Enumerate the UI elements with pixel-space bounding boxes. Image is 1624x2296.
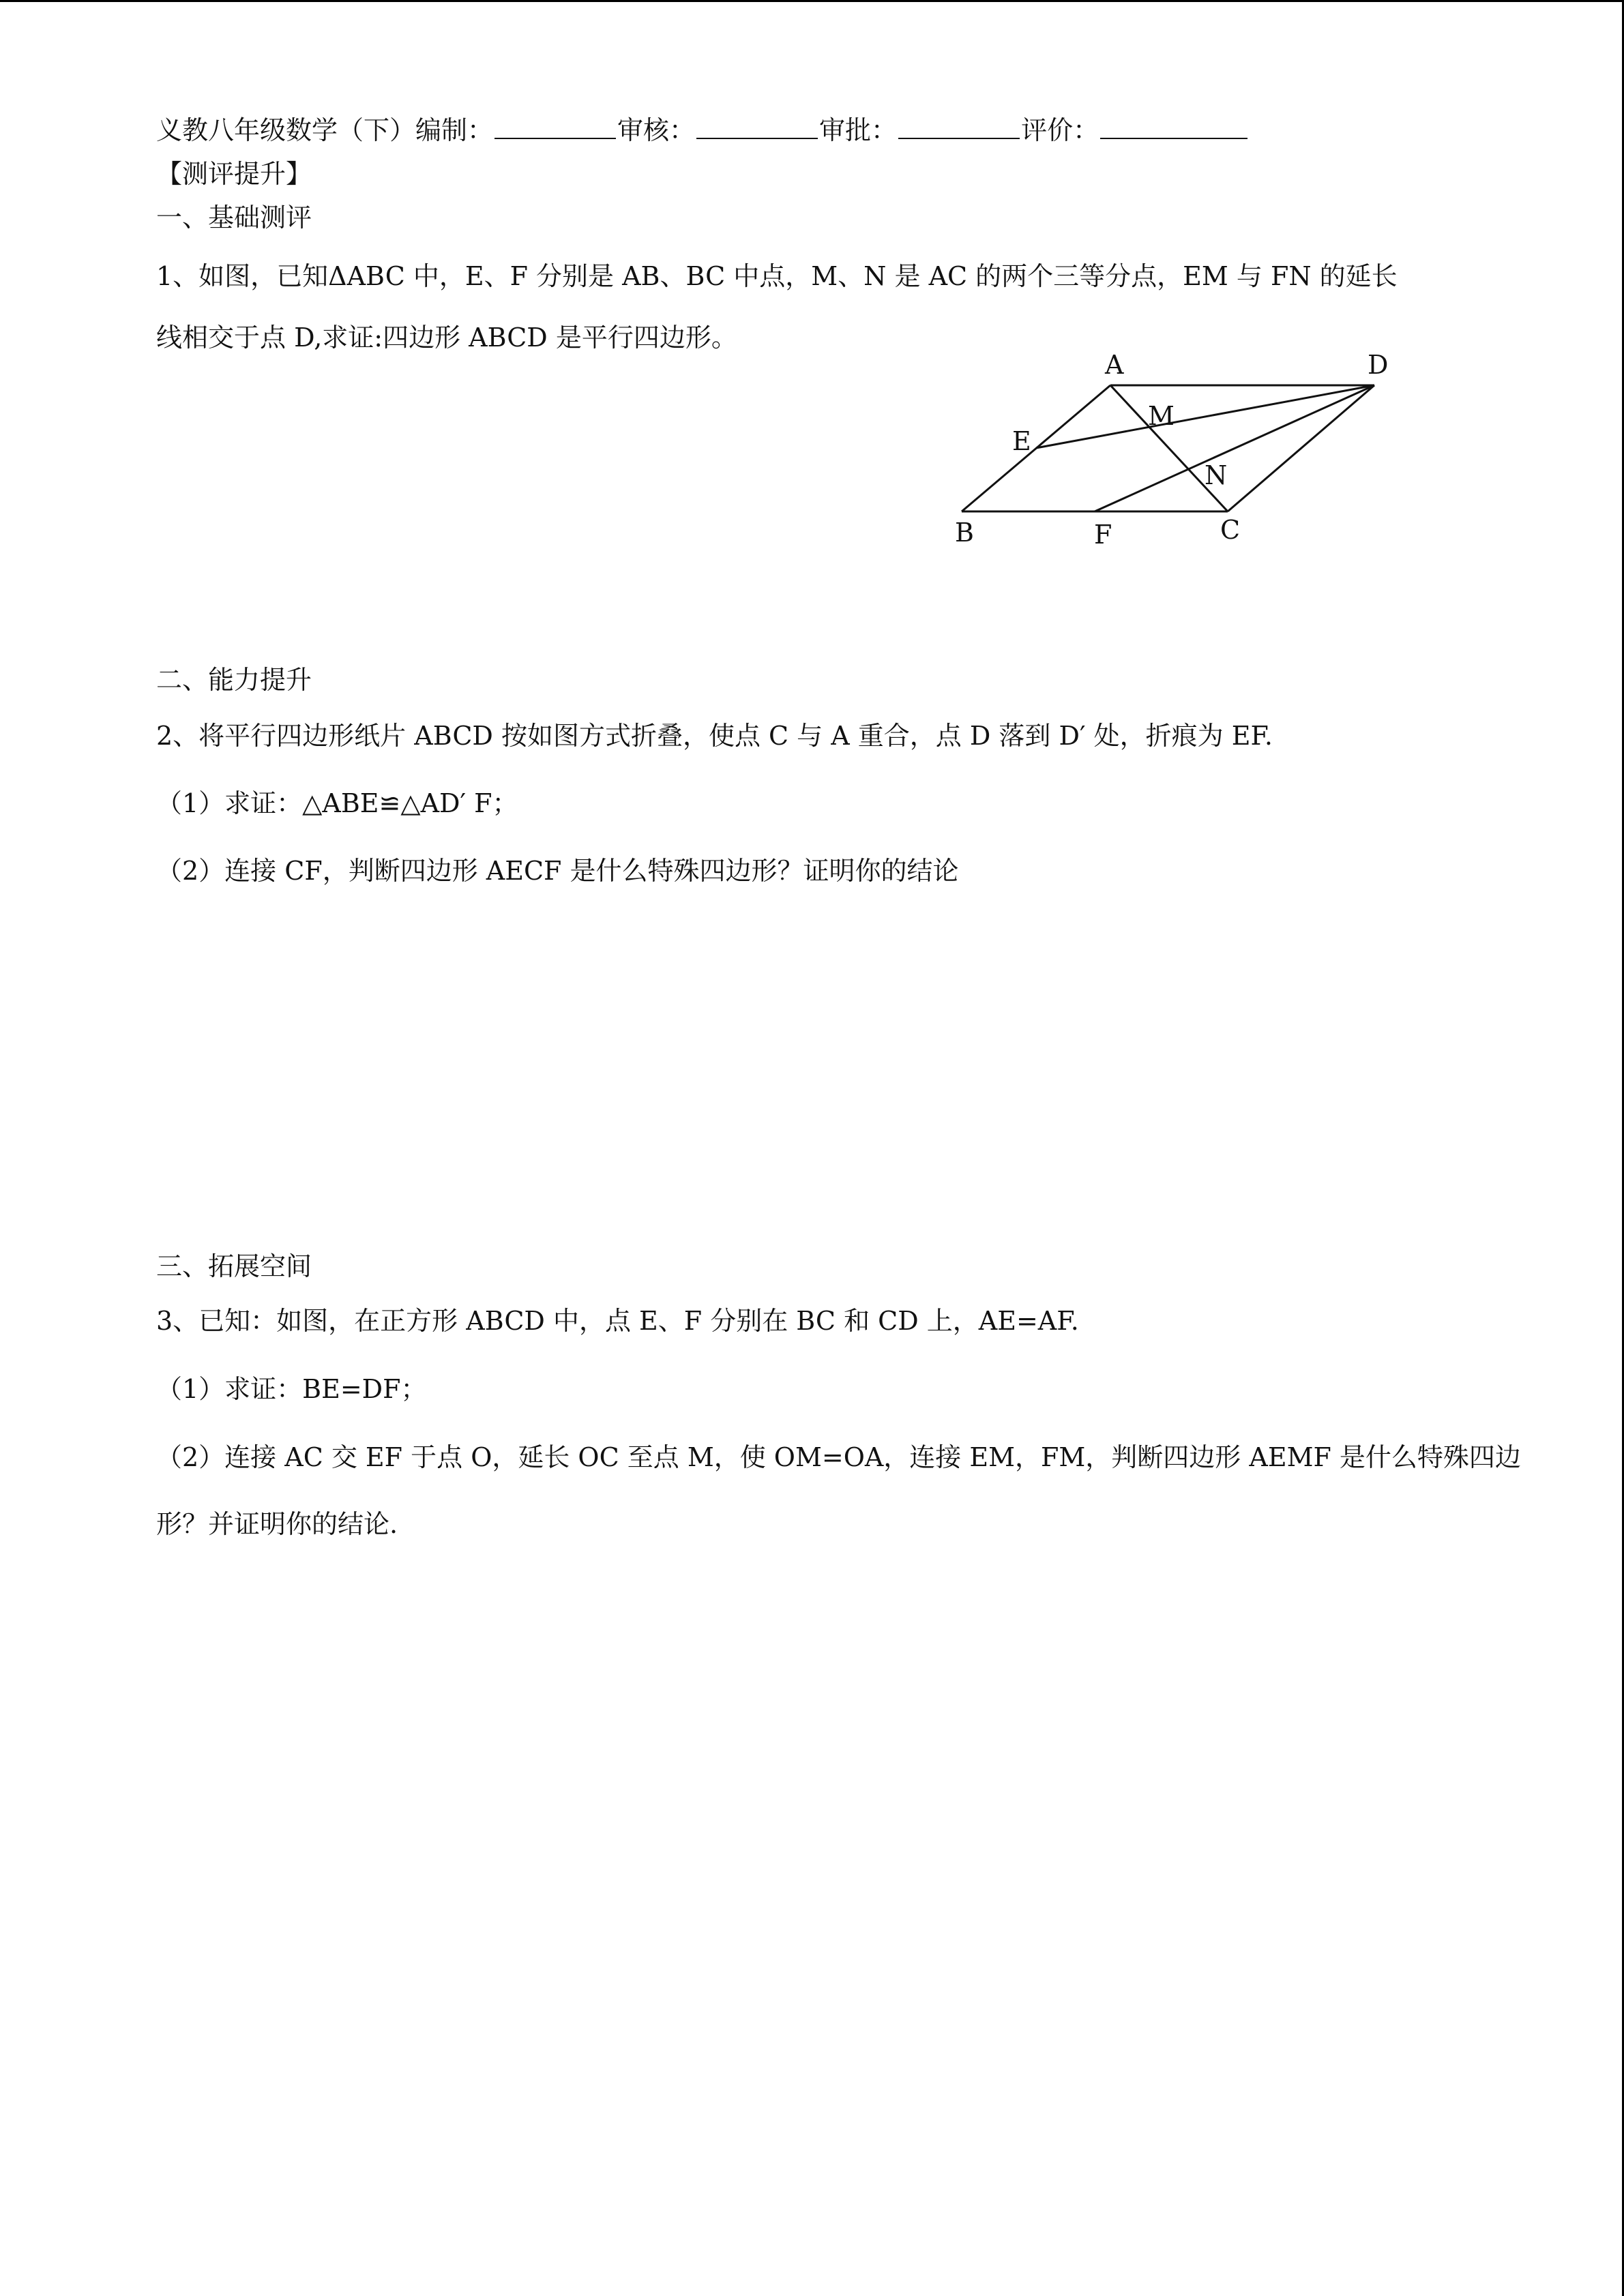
approve-blank (898, 115, 1020, 139)
q3-sub2-line2: 形？并证明你的结论. (156, 1509, 398, 1539)
q3-sub1: （1）求证：BE=DF； (156, 1374, 427, 1404)
q1-line2: 线相交于点 D,求证:四边形 ABCD 是平行四边形。 (156, 323, 737, 353)
line-ED (1036, 385, 1374, 448)
line-FD (1095, 385, 1374, 511)
review-blank (696, 115, 818, 139)
line-CD (1228, 385, 1374, 511)
q2-sub1: （1）求证：△ABE≌△AD′ F； (156, 788, 518, 818)
label-M: M (1148, 401, 1175, 431)
part2-heading: 二、能力提升 (156, 665, 312, 695)
page-border-top (0, 0, 1624, 2)
q3-text: 3、已知：如图，在正方形 ABCD 中，点 E、F 分别在 BC 和 CD 上，AE=AF. (156, 1306, 1079, 1336)
part3-heading: 三、拓展空间 (156, 1251, 312, 1281)
header-edit-label: 编制： (415, 115, 494, 145)
label-A: A (1105, 350, 1124, 380)
q2-text: 2、将平行四边形纸片 ABCD 按如图方式折叠，使点 C 与 A 重合，点 D 落到 D′ 处，折痕为 EF. (156, 721, 1273, 751)
q2-sub2: （2）连接 CF，判断四边形 AECF 是什么特殊四边形？证明你的结论 (156, 856, 959, 886)
parallelogram-figure (945, 341, 1408, 559)
header-rating-label: 评价： (1021, 115, 1099, 145)
label-F: F (1094, 520, 1112, 550)
label-B: B (955, 518, 974, 548)
label-E: E (1012, 426, 1031, 456)
header-approve-label: 审批： (819, 115, 898, 145)
label-D: D (1368, 350, 1389, 380)
edit-blank (494, 115, 616, 139)
label-N: N (1205, 460, 1228, 490)
header-line (156, 115, 1249, 146)
q1-line1: 1、如图，已知ΔABC 中，E、F 分别是 AB、BC 中点，M、N 是 AC 的两个三等分点，EM 与 FN 的延长 (156, 261, 1398, 291)
label-C: C (1220, 515, 1241, 545)
line-AB (962, 385, 1110, 511)
q3-sub2-line1: （2）连接 AC 交 EF 于点 O，延长 OC 至点 M，使 OM=OA，连接 EM，FM，判断四边形 AEMF 是什么特殊四边 (156, 1442, 1521, 1472)
rating-blank (1100, 115, 1247, 139)
header-review-label: 审核： (617, 115, 696, 145)
section-title: 【测评提升】 (156, 159, 312, 189)
part1-heading: 一、基础测评 (156, 203, 312, 233)
header-subject: 义教八年级数学（下） (156, 115, 416, 145)
